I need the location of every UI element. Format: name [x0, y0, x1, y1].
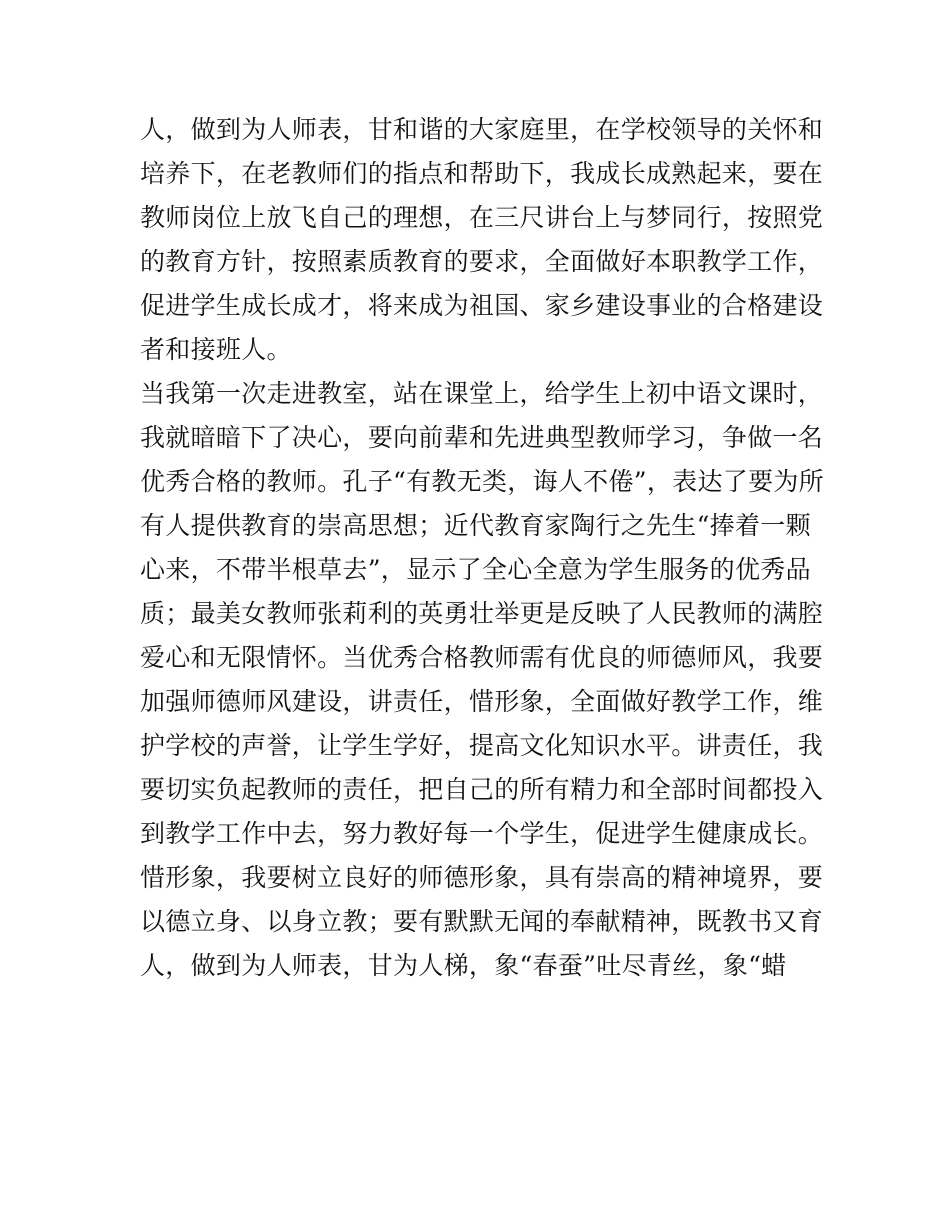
text-line: 培养下，在老教师们的指点和帮助下，我成长成熟起来，要在 — [140, 159, 824, 188]
text-line: 优秀合格的教师。孔子“有教无类，诲人不倦”，表达了要为所 — [140, 467, 824, 496]
text-line: 人，做到为人师表，甘为人梯，象“春蚕”吐尽青丝，象“蜡 — [140, 951, 787, 980]
text-line: 教师岗位上放飞自己的理想，在三尺讲台上与梦同行，按照党 — [140, 203, 824, 232]
text-line: 者和接班人。 — [140, 335, 292, 364]
text-line: 促进学生成长成才，将来成为祖国、家乡建设事业的合格建设 — [140, 291, 824, 320]
text-line: 要切实负起教师的责任，把自己的所有精力和全部时间都投入 — [140, 775, 824, 804]
text-line: 有人提供教育的崇高思想；近代教育家陶行之先生“捧着一颗 — [140, 511, 811, 540]
text-line: 爱心和无限情怀。当优秀合格教师需有优良的师德师风，我要 — [140, 643, 824, 672]
text-line: 护学校的声誉，让学生学好，提高文化知识水平。讲责任，我 — [140, 731, 824, 760]
text-line: 到教学工作中去，努力教好每一个学生，促进学生健康成长。 — [140, 819, 824, 848]
text-line: 惜形象，我要树立良好的师德形象，具有崇高的精神境界，要 — [140, 863, 824, 892]
text-line: 加强师德师风建设，讲责任，惜形象，全面做好教学工作，维 — [140, 687, 824, 716]
body-text — [140, 108, 830, 988]
text-line: 心来，不带半根草去”，显示了全心全意为学生服务的优秀品 — [140, 555, 811, 584]
text-line: 人，做到为人师表，甘和谐的大家庭里，在学校领导的关怀和 — [140, 115, 824, 144]
text-line: 的教育方针，按照素质教育的要求，全面做好本职教学工作， — [140, 247, 824, 276]
text-line: 以德立身、以身立教；要有默默无闻的奉献精神，既教书又育 — [140, 907, 824, 936]
text-line: 我就暗暗下了决心，要向前辈和先进典型教师学习，争做一名 — [140, 423, 824, 452]
text-line: 当我第一次走进教室，站在课堂上，给学生上初中语文课时， — [140, 379, 824, 408]
text-line: 质；最美女教师张莉利的英勇壮举更是反映了人民教师的满腔 — [140, 599, 824, 628]
